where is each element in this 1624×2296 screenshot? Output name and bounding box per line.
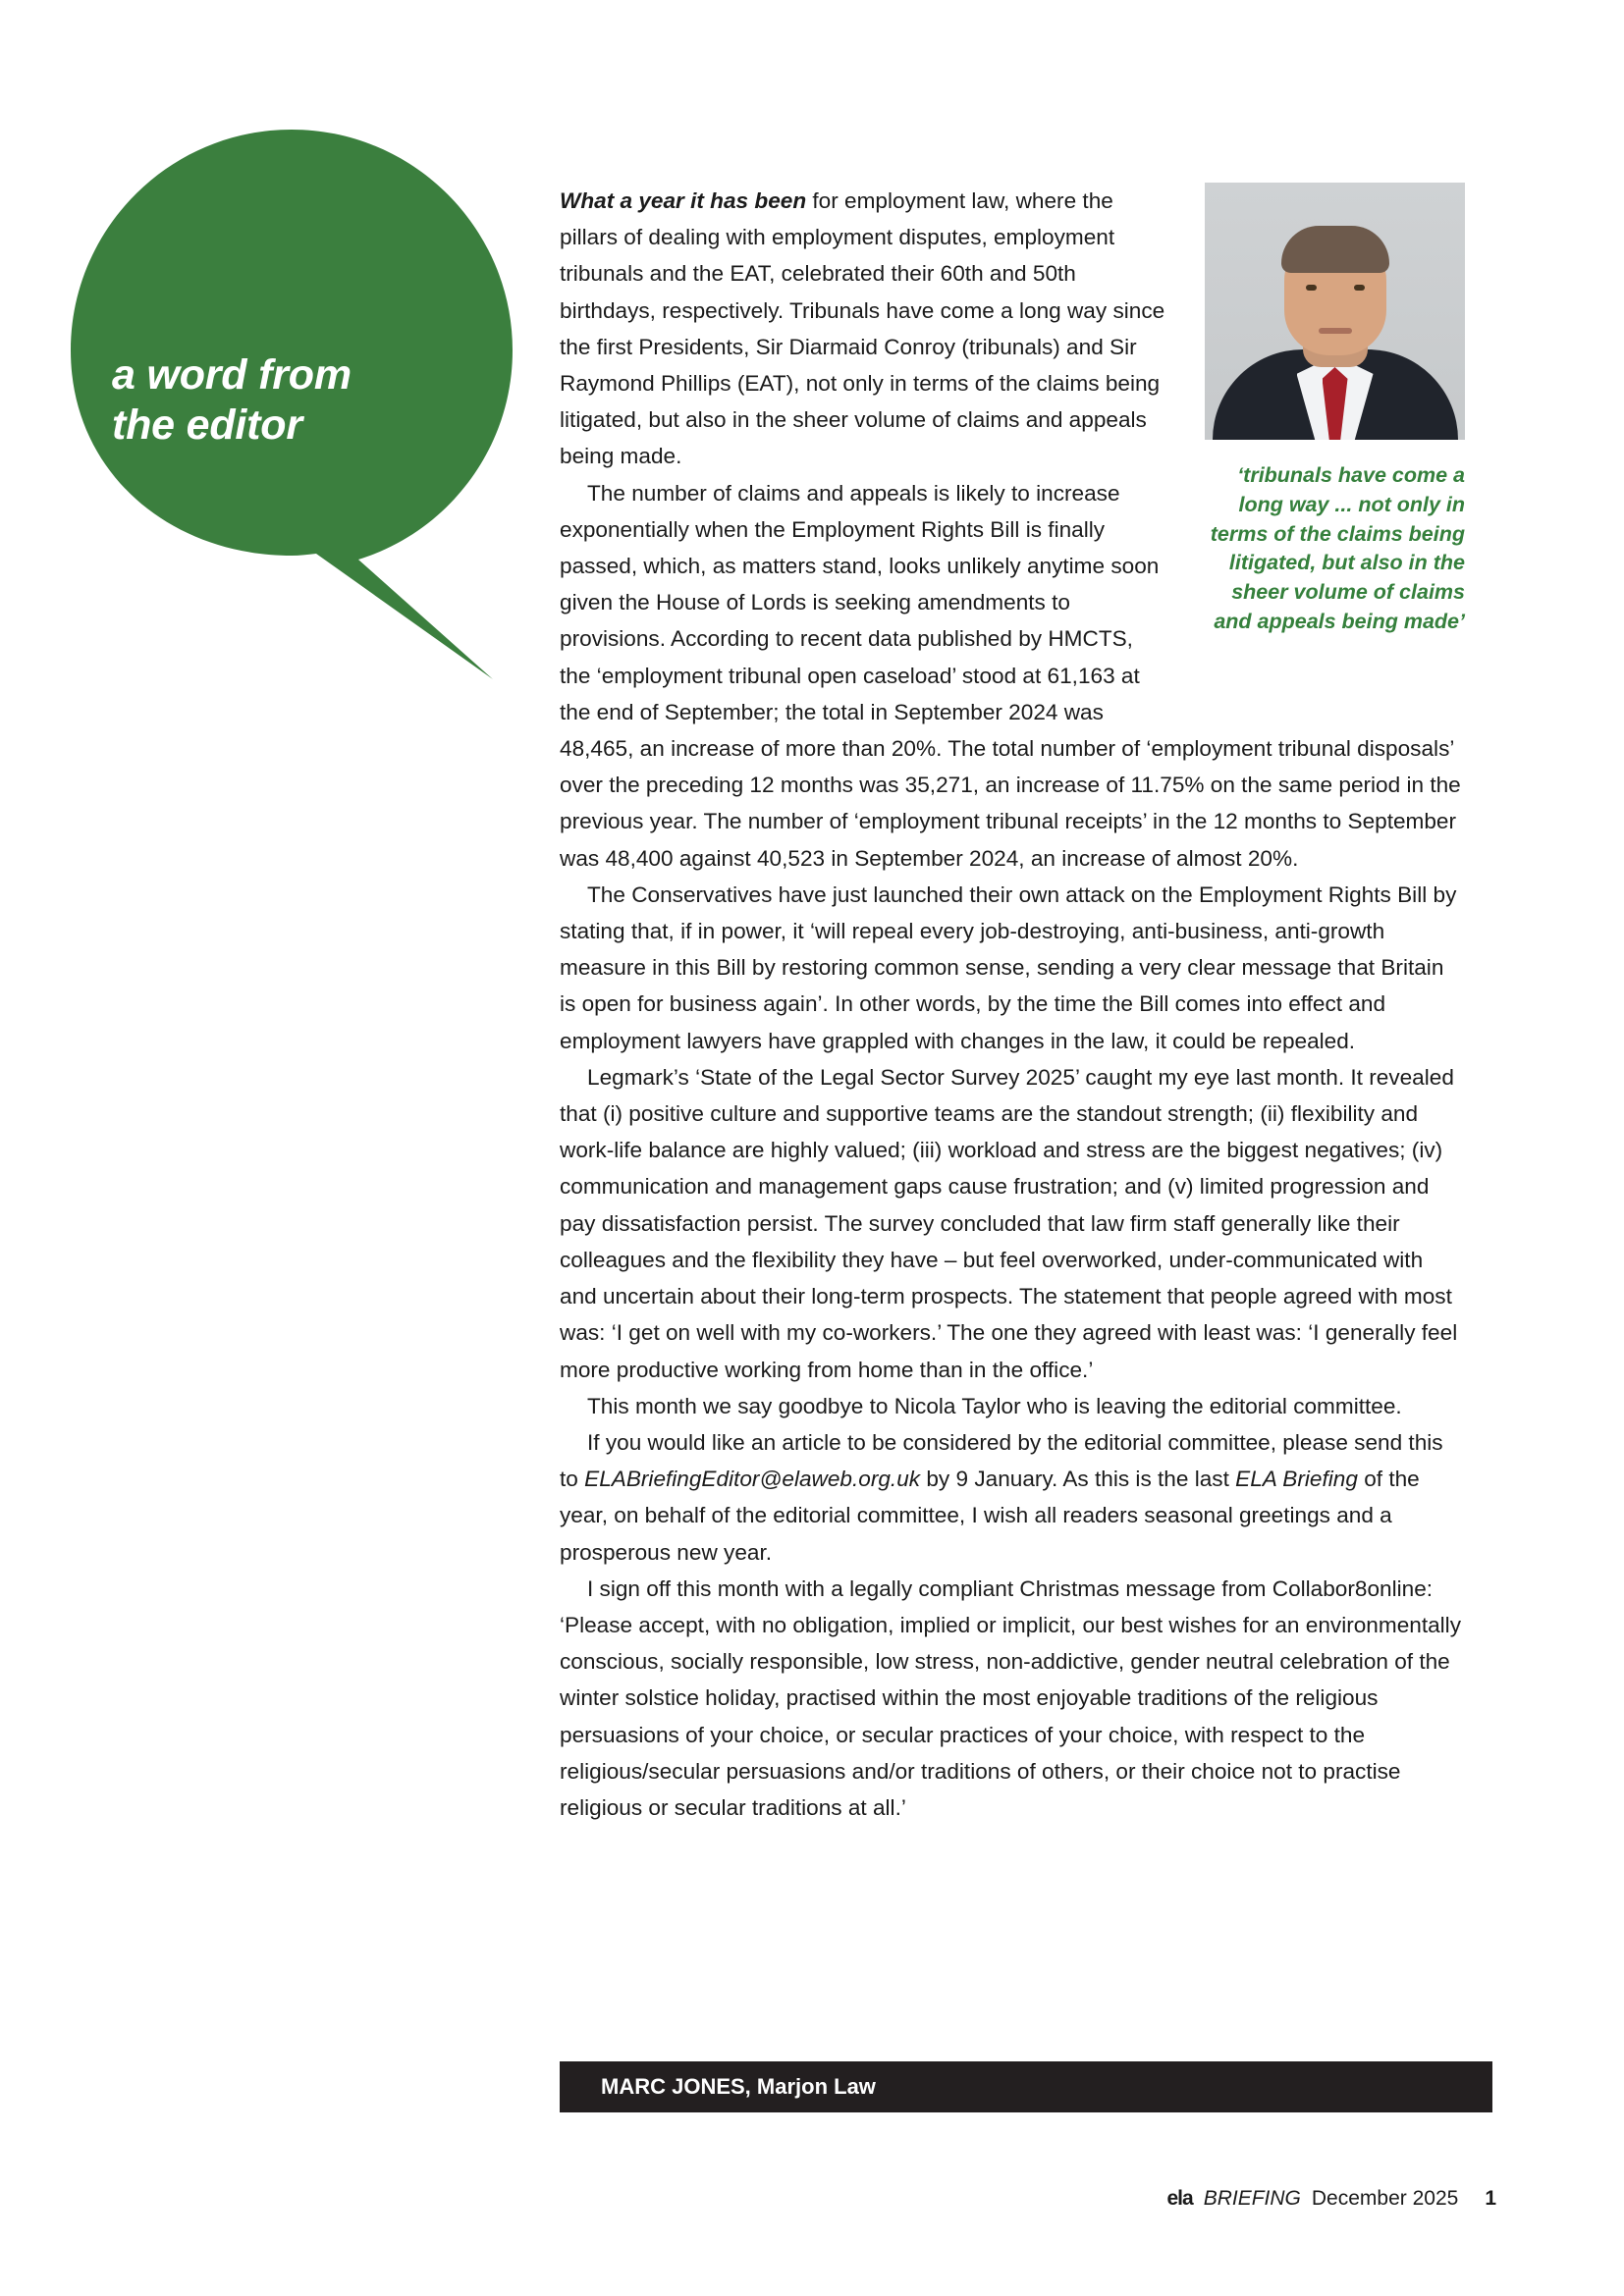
pull-quote: ‘tribunals have come a long way ... not only in terms of the claims being litigated, but also in the sheer volume of claims and appeals being made’	[1210, 463, 1465, 633]
paragraph-4: Legmark’s ‘State of the Legal Sector Survey 2025’ caught my eye last month. It revealed that (i) positive culture and supportive teams are the standout strength; (ii) flexibility and work-life balance are highly valued; (iii) workload and stress are the biggest negatives; (iv) communication and management gaps cause frustration; and (v) limited progression and pay dissatisfaction persist. The survey concluded that law firm staff generally like their colleagues and the flexibility they have – but feel overworked, under-communicated with and uncertain about their long-term prospects. The statement that people agreed with most was: ‘I get on well with my co-workers.’ The one they agreed with least was: ‘I generally feel more productive working from home than in the office.’	[560, 1064, 1458, 1382]
publication-title-italic: ELA Briefing	[1235, 1467, 1358, 1492]
issue-date: December 2025	[1311, 2187, 1459, 2210]
paragraph-7: I sign off this month with a legally compliant Christmas message from Collabor8online: ‘Please accept, with no obligation, implied or implicit, our best wishes for an environmentally conscious, socially responsible, low stress, non-addictive, gender neutral celebration of the winter solstice holiday, practised within the most enjoyable traditions of the religious persuasions of your choice, or secular practices of your choice, with respect to the religious/secular persuasions and/or traditions of others, or their choice not to practise religious or secular traditions at all.’	[560, 1575, 1462, 1820]
bubble-heading-line2: the editor	[112, 400, 302, 449]
lead-in-text: What a year it has been	[560, 188, 807, 213]
paragraph-3: The Conservatives have just launched their own attack on the Employment Rights Bill by stating that, if in power, it ‘will repeal every job-destroying, anti-business, anti-growth measure in this Bill by restoring common sense, sending a very clear message that Britain is open for business again’. In other words, by the time the Bill comes into effect and employment lawyers have grappled with changes in the law, it could be repealed.	[560, 881, 1457, 1053]
byline-author: MARC JONES, Marjon Law	[601, 2074, 876, 2099]
paragraph-5: This month we say goodbye to Nicola Taylor who is leaving the editorial committee.	[587, 1393, 1402, 1418]
paragraph-1-text: for employment law, where the pillars of dealing with employment disputes, employment tribunals and the EAT, celebrated their 60th and 50th birthdays, respectively. Tribunals have come a long way since the first Presidents, Sir Diarmaid Conroy (tribunals) and Sir Raymond Phillips (EAT), not only in terms of the claims being litigated, but also in the sheer volume of claims and appeals being made.	[560, 188, 1165, 469]
bubble-heading	[112, 350, 436, 450]
article-text-flow	[560, 183, 1463, 1826]
paragraph-2: The number of claims and appeals is likely to increase exponentially when the Employment Rights Bill is finally passed, which, as matters stand, looks unlikely anytime soon given the House of Lords is seeking amendments to provisions. According to recent data published by HMCTS, the ‘employment tribunal open caseload’ stood at 61,163 at the end of September; the total in September 2024 was 48,465, an increase of more than 20%. The total number of ‘employment tribunal disposals’ over the preceding 12 months was 35,271, an increase of 11.75% on the same period in the previous year. The number of ‘employment tribunal receipts’ in the 12 months to September was 48,400 against 40,523 in September 2024, an increase of almost 20%.	[560, 480, 1461, 871]
paragraph-6-part1: If you would like an article to be considered by the editorial committee, please send this to	[560, 1429, 1443, 1492]
photo-wrap-shim	[1168, 183, 1463, 703]
page-number: 1	[1485, 2187, 1496, 2210]
editor-speech-bubble	[71, 130, 513, 689]
paragraph-6-part2: by 9 January. As this is the last	[920, 1467, 1236, 1492]
editor-email-address: ELABriefingEditor@elaweb.org.uk	[584, 1467, 921, 1492]
byline-bar	[560, 2061, 1492, 2112]
page-footer	[1167, 2187, 1497, 2211]
publication-name: BRIEFING	[1203, 2187, 1301, 2210]
ela-logo-text: ela	[1166, 2187, 1193, 2210]
article-body	[560, 183, 1463, 1826]
paragraph-6-part3: of the year, on behalf of the editorial committee, I wish all readers seasonal greetings and a prosperous new year.	[560, 1467, 1420, 1565]
bubble-heading-line1: a word from	[112, 351, 352, 399]
paragraph-6	[560, 1424, 1463, 1571]
